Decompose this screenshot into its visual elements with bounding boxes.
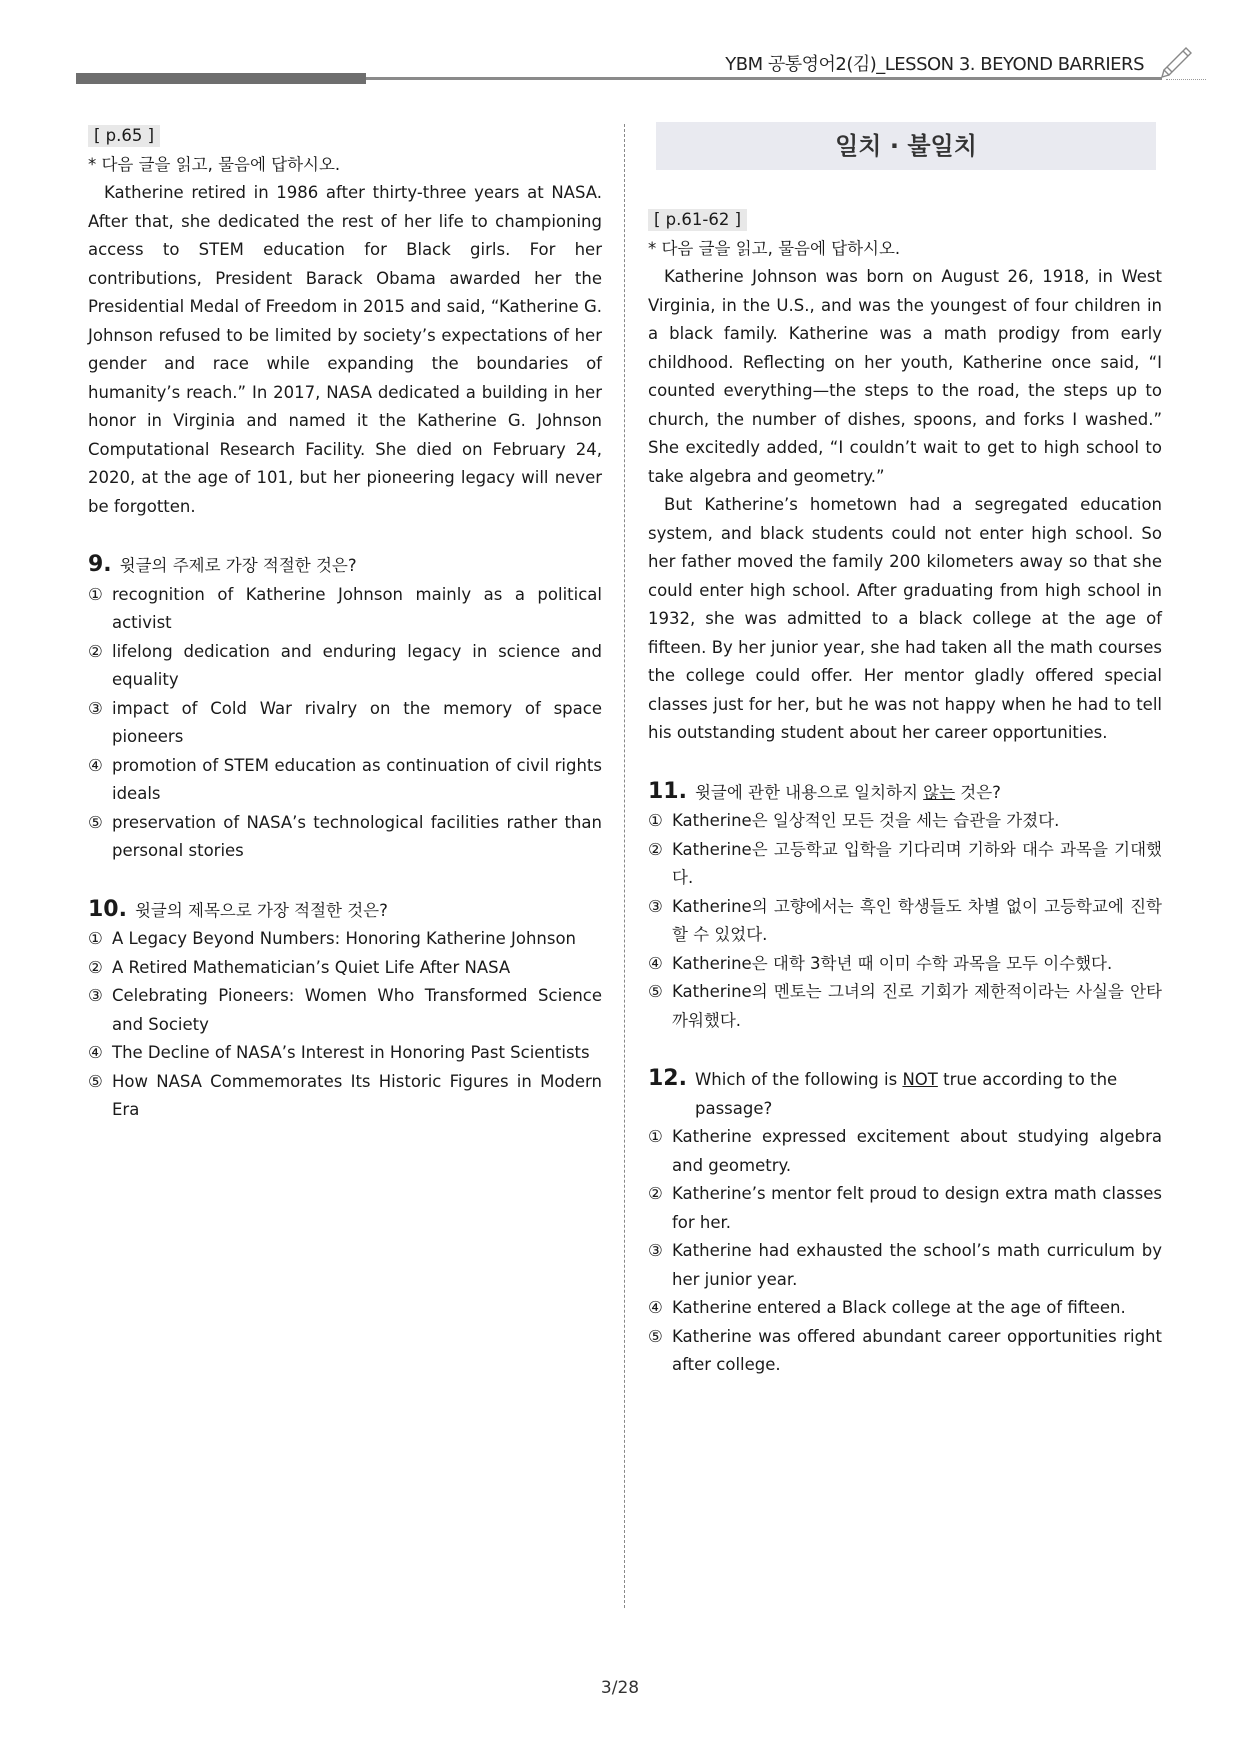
question-text-part: 윗글에 관한 내용으로 일치하지: [694, 782, 924, 802]
instruction: * 다음 글을 읽고, 물음에 답하시오.: [88, 154, 341, 174]
option-text: The Decline of NASA’s Interest in Honoring Past Scientists: [112, 1043, 590, 1062]
option-mark: ①: [648, 811, 663, 830]
option-5[interactable]: [88, 1068, 602, 1125]
option-5[interactable]: [648, 978, 1162, 1035]
option-text: Katherine은 대학 3학년 때 이미 수학 과목을 모두 이수했다.: [672, 953, 1113, 973]
question-number: 10.: [88, 896, 127, 922]
option-1[interactable]: [88, 581, 602, 638]
question-12: [648, 1065, 1162, 1380]
option-mark: ③: [88, 986, 103, 1005]
page-reference: [ p.61-62 ]: [648, 209, 747, 231]
question-emphasis: NOT: [902, 1070, 938, 1089]
option-mark: ⑤: [648, 982, 663, 1001]
option-text: A Legacy Beyond Numbers: Honoring Katherine Johnson: [112, 929, 577, 948]
option-3[interactable]: [88, 982, 602, 1039]
option-text: Katherine was offered abundant career opportunities right after college.: [672, 1326, 1162, 1374]
passage-paragraph: Katherine Johnson was born on August 26, 1918, in West Virginia, in the U.S., and was the youngest of four children in a black family. Katherine was a math prodigy from early childhood. Reflecting on her youth, Katherine once said, “I counted everything—the steps to the road, the steps up to church, the number of dishes, spoons, and forks I washed.” She excitedly added, “I couldn’t wait to get to high school to take algebra and geometry.”: [648, 267, 1162, 486]
option-text: Katherine’s mentor felt proud to design extra math classes for her.: [672, 1184, 1162, 1232]
option-4[interactable]: [648, 950, 1162, 979]
right-column: [648, 122, 1162, 1380]
option-1[interactable]: [648, 807, 1162, 836]
option-text: Katherine expressed excitement about studying algebra and geometry.: [672, 1127, 1162, 1175]
option-mark: ③: [648, 896, 663, 916]
question-text: 윗글의 제목으로 가장 적절한 것은?: [134, 900, 388, 920]
page-reference: [ p.65 ]: [88, 125, 160, 147]
header-dotted-rule: [1166, 79, 1206, 80]
option-text: Katherine의 고향에서는 흑인 학생들도 차별 없이 고등학교에 진학할 수 있었다.: [672, 896, 1162, 944]
option-text: recognition of Katherine Johnson mainly as a political activist: [112, 584, 602, 632]
question-10: [88, 896, 602, 1125]
option-text: Celebrating Pioneers: Women Who Transformed Science and Society: [112, 986, 602, 1034]
option-mark: ①: [648, 1127, 663, 1146]
option-mark: ④: [88, 1043, 103, 1062]
section-title: 일치 · 불일치: [656, 122, 1156, 170]
option-text: preservation of NASA’s technological facilities rather than personal stories: [112, 812, 602, 860]
option-mark: ②: [648, 839, 663, 859]
question-11: [648, 778, 1162, 1036]
question-text: 윗글의 주제로 가장 적절한 것은?: [119, 556, 357, 575]
reading-passage: [88, 179, 602, 521]
option-mark: ⑤: [88, 812, 103, 832]
option-mark: ①: [88, 929, 103, 948]
option-2[interactable]: [88, 638, 602, 695]
passage-paragraph: Katherine retired in 1986 after thirty-three years at NASA. After that, she dedicated the rest of her life to championing access to STEM education for Black girls. For her contributions, President Barack Obama awarded her the Presidential Medal of Freedom in 2015 and said, “Katherine G. Johnson refused to be limited by society’s expectations of her gender and race while expanding the boundaries of humanity’s reach.” In 2017, NASA dedicated a building in her honor in Virginia and named it the Katherine G. Johnson Computational Research Facility. She died on February 24, 2020, at the age of 101, but her pioneering legacy will never be forgotten.: [88, 183, 602, 516]
option-text: promotion of STEM education as continuation of civil rights ideals: [112, 755, 602, 803]
option-text: Katherine had exhausted the school’s math curriculum by her junior year.: [672, 1241, 1162, 1289]
column-divider: [624, 124, 625, 1608]
option-1[interactable]: [648, 1123, 1162, 1180]
option-list: [88, 581, 602, 866]
option-4[interactable]: [88, 752, 602, 809]
option-mark: ⑤: [88, 1071, 103, 1091]
option-1[interactable]: [88, 925, 602, 954]
question-emphasis: 않는: [923, 782, 956, 802]
left-column: [88, 122, 602, 1125]
question-number: 11.: [648, 778, 687, 804]
option-mark: ④: [88, 755, 103, 775]
option-5[interactable]: [88, 809, 602, 866]
option-list: [88, 925, 602, 1125]
question-number: 12.: [648, 1066, 687, 1091]
option-text: lifelong dedication and enduring legacy in science and equality: [112, 641, 602, 689]
header-bar: [76, 73, 366, 84]
option-mark: ①: [88, 584, 103, 604]
question-9: [88, 551, 602, 866]
instruction: * 다음 글을 읽고, 물음에 답하시오.: [648, 238, 901, 258]
reading-passage: [648, 263, 1162, 748]
option-3[interactable]: [648, 1237, 1162, 1294]
question-text-part: 것은?: [955, 782, 1001, 802]
option-mark: ③: [648, 1241, 663, 1260]
question-text-part: Which of the following is: [694, 1070, 903, 1089]
option-mark: ③: [88, 698, 103, 718]
option-text: Katherine entered a Black college at the age of fifteen.: [672, 1298, 1126, 1317]
option-text: Katherine의 멘토는 그녀의 진로 기회가 제한적이라는 사실을 안타까워했다.: [672, 982, 1162, 1030]
option-mark: ④: [648, 1298, 663, 1317]
question-number: 9.: [88, 552, 112, 577]
option-2[interactable]: [648, 836, 1162, 893]
option-4[interactable]: [88, 1039, 602, 1068]
option-text: A Retired Mathematician’s Quiet Life After NASA: [112, 957, 511, 977]
option-text: Katherine은 일상적인 모든 것을 세는 습관을 가졌다.: [672, 811, 1060, 830]
option-mark: ②: [88, 957, 103, 977]
option-text: impact of Cold War rivalry on the memory of space pioneers: [112, 698, 602, 746]
passage-paragraph: But Katherine’s hometown had a segregated education system, and black students could not enter high school. So her father moved the family 200 kilometers away so that she could enter high school. After graduating from high school in 1932, she was admitted to a black college at the age of fifteen. By her junior year, she had taken all the math courses the college could offer. Her mentor gladly offered special classes just for her, but he was not happy when he had to tell his outstanding student about her career opportunities.: [648, 495, 1162, 742]
option-mark: ②: [648, 1184, 663, 1203]
option-list: [648, 1123, 1162, 1380]
option-mark: ⑤: [648, 1326, 663, 1346]
option-mark: ④: [648, 953, 663, 973]
option-text: Katherine은 고등학교 입학을 기다리며 기하와 대수 과목을 기대했다.: [672, 839, 1162, 887]
option-5[interactable]: [648, 1323, 1162, 1380]
option-3[interactable]: [648, 893, 1162, 950]
option-list: [648, 807, 1162, 1035]
option-3[interactable]: [88, 695, 602, 752]
header-rule: [366, 77, 1162, 80]
header-title: YBM 공통영어2(김)_LESSON 3. BEYOND BARRIERS: [725, 54, 1144, 75]
option-2[interactable]: [88, 954, 602, 983]
question-text: [695, 779, 1162, 808]
question-text: [695, 1066, 1162, 1123]
pencil-icon: [1156, 40, 1196, 80]
option-text: How NASA Commemorates Its Historic Figures in Modern Era: [112, 1071, 602, 1119]
option-mark: ②: [88, 641, 103, 661]
option-4[interactable]: [648, 1294, 1162, 1323]
option-2[interactable]: [648, 1180, 1162, 1237]
page-number: 3/28: [600, 1678, 640, 1698]
question-text-part: true according to the passage?: [694, 1070, 1118, 1118]
